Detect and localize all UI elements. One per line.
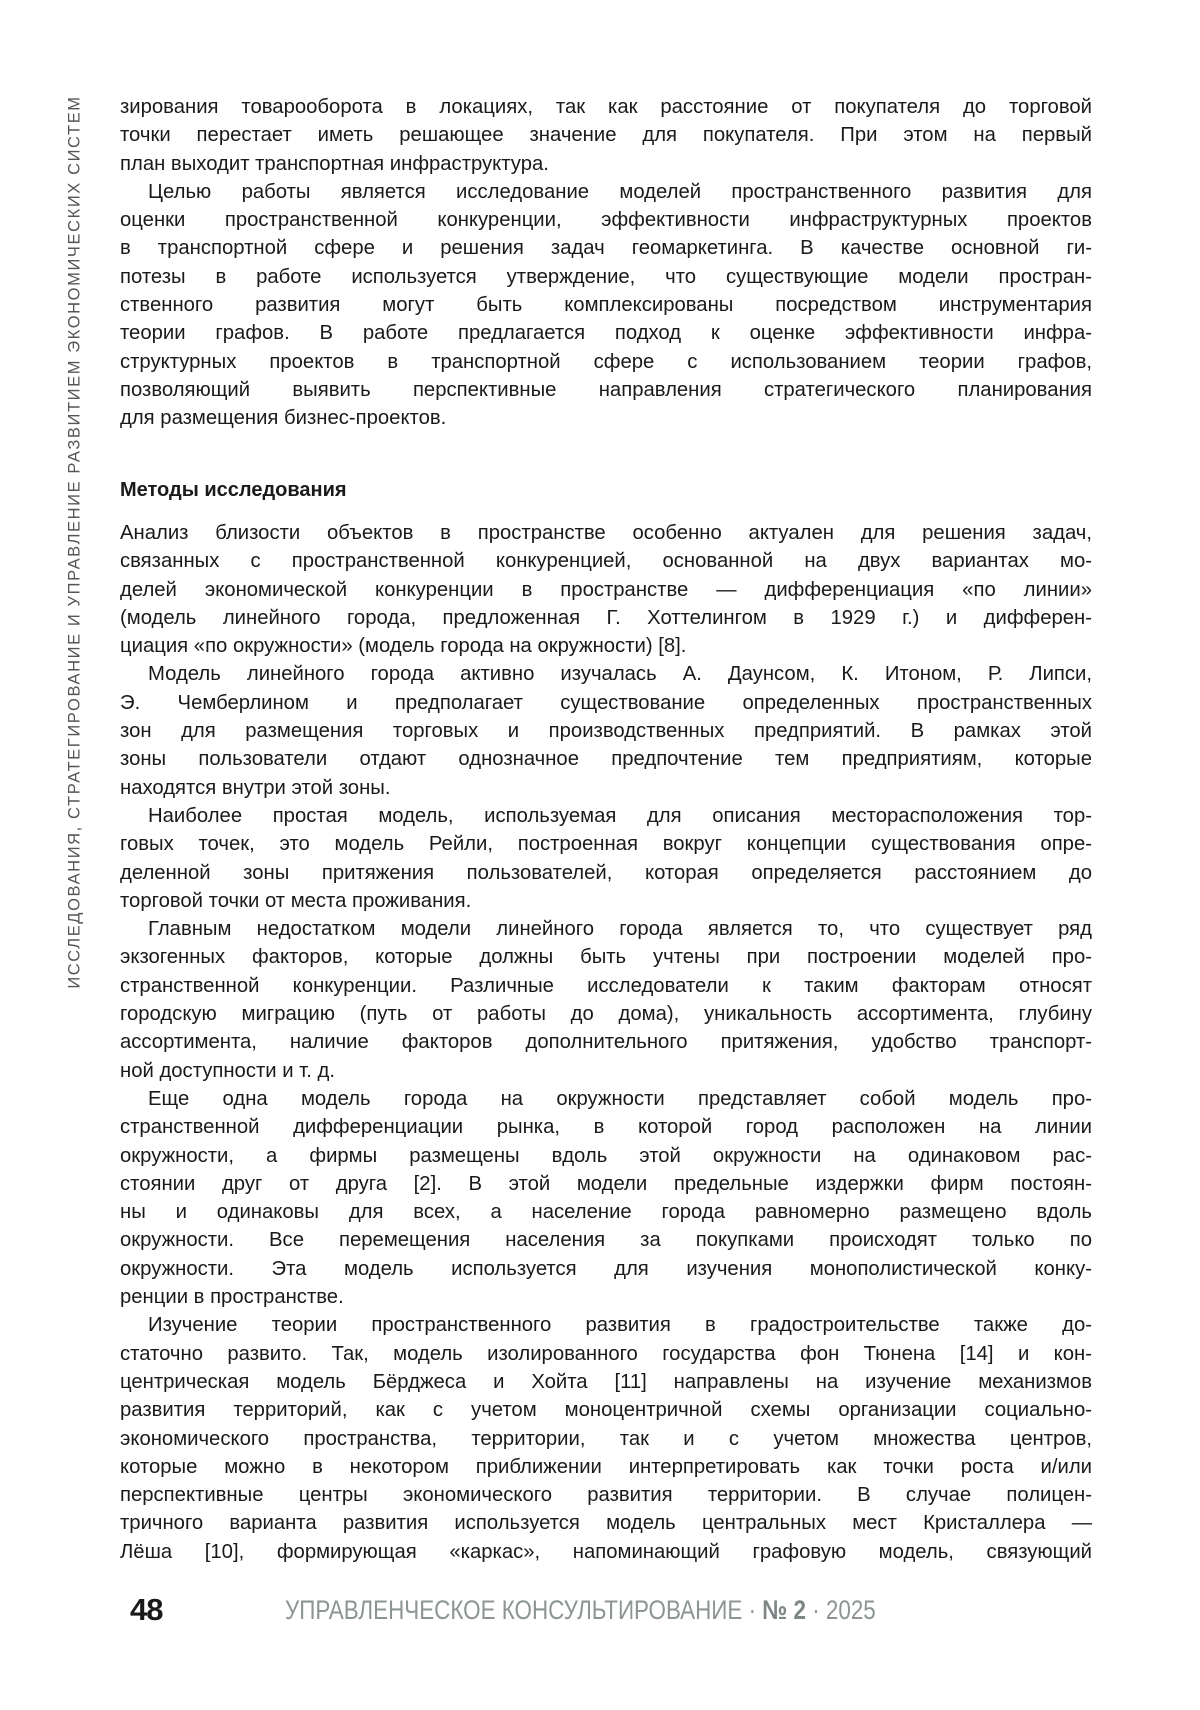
text-line: странственной конкуренции. Различные исследователи к таким факторам относят (120, 972, 1092, 1000)
body-text-methods (120, 519, 1092, 1566)
text-line: связанных с пространственной конкуренцией, основанной на двух вариантах мо- (120, 547, 1092, 575)
text-line: деленной зоны притяжения пользователей, которая определяется расстоянием до (120, 859, 1092, 887)
text-line: (модель линейного города, предложенная Г. Хоттелингом в 1929 г.) и дифферен- (120, 604, 1092, 632)
text-line: Наиболее простая модель, используемая для описания месторасположения тор- (120, 802, 1092, 830)
text-line: для размещения бизнес-проектов. (120, 404, 1092, 432)
text-line: экзогенных факторов, которые должны быть учтены при построении моделей про- (120, 943, 1092, 971)
text-line: зоны пользователи отдают однозначное предпочтение тем предприятиям, которые (120, 745, 1092, 773)
text-line: экономического пространства, территории, так и с учетом множества центров, (120, 1425, 1092, 1453)
text-line: которые можно в некотором приближении интерпретировать как точки роста и/или (120, 1453, 1092, 1481)
section-heading: Методы исследования (120, 476, 347, 504)
text-line: Модель линейного города активно изучалась А. Даунсом, К. Итоном, Р. Липси, (120, 660, 1092, 688)
paragraph (120, 1311, 1092, 1566)
text-line: потезы в работе используется утверждение, что существующие модели простран- (120, 263, 1092, 291)
paragraph (120, 519, 1092, 660)
text-line: Еще одна модель города на окружности представляет собой модель про- (120, 1085, 1092, 1113)
text-line: ной доступности и т. д. (120, 1057, 1092, 1085)
text-line: окружности. Все перемещения населения за покупками происходят только по (120, 1226, 1092, 1254)
text-line: ассортимента, наличие факторов дополнительного притяжения, удобство транспорт- (120, 1028, 1092, 1056)
text-line: Изучение теории пространственного развития в градостроительстве также до- (120, 1311, 1092, 1339)
text-line: циация «по окружности» (модель города на окружности) [8]. (120, 632, 1092, 660)
text-line: ренции в пространстве. (120, 1283, 1092, 1311)
paragraph (120, 93, 1092, 178)
text-line: ственного развития могут быть комплексированы посредством инструментария (120, 291, 1092, 319)
text-line: окружности. Эта модель используется для изучения монополистической конку- (120, 1255, 1092, 1283)
paragraph (120, 1085, 1092, 1311)
text-line: торговой точки от места проживания. (120, 887, 1092, 915)
text-line: находятся внутри этой зоны. (120, 774, 1092, 802)
text-line: развития территорий, как с учетом моноцентричной схемы организации социально- (120, 1396, 1092, 1424)
page-number: 48 (130, 1590, 162, 1630)
text-line: Целью работы является исследование моделей пространственного развития для (120, 178, 1092, 206)
text-line: делей экономической конкуренции в пространстве — дифференциация «по линии» (120, 576, 1092, 604)
footer-separator: · (812, 1595, 819, 1625)
paragraph (120, 178, 1092, 433)
text-line: позволяющий выявить перспективные направления стратегического планирования (120, 376, 1092, 404)
issue-number: № 2 (762, 1595, 806, 1625)
text-line: тричного варианта развития используется модель центральных мест Кристаллера — (120, 1509, 1092, 1537)
text-line: план выходит транспортная инфраструктура. (120, 150, 1092, 178)
year: 2025 (826, 1595, 876, 1625)
text-line: странственной дифференциации рынка, в которой город расположен на линии (120, 1113, 1092, 1141)
text-line: говых точек, это модель Рейли, построенная вокруг концепции существования опре- (120, 830, 1092, 858)
text-line: статочно развито. Так, модель изолированного государства фон Тюнена [14] и кон- (120, 1340, 1092, 1368)
text-line: зон для размещения торговых и производственных предприятий. В рамках этой (120, 717, 1092, 745)
journal-footer (285, 1592, 876, 1628)
text-line: точки перестает иметь решающее значение для покупателя. При этом на первый (120, 121, 1092, 149)
text-line: в транспортной сфере и решения задач геомаркетинга. В качестве основной ги- (120, 234, 1092, 262)
text-line: структурных проектов в транспортной сфере с использованием теории графов, (120, 348, 1092, 376)
text-line: Анализ близости объектов в пространстве особенно актуален для решения задач, (120, 519, 1092, 547)
footer-separator: · (749, 1595, 756, 1625)
text-line: городскую миграцию (путь от работы до дома), уникальность ассортимента, глубину (120, 1000, 1092, 1028)
running-title-text: ИССЛЕДОВАНИЯ, СТРАТЕГИРОВАНИЕ И УПРАВЛЕНИЕ РАЗВИТИЕМ ЭКОНОМИЧЕСКИХ СИСТЕМ (66, 95, 85, 988)
text-line: перспективные центры экономического развития территории. В случае полицен- (120, 1481, 1092, 1509)
journal-title: УПРАВЛЕНЧЕСКОЕ КОНСУЛЬТИРОВАНИЕ (285, 1595, 742, 1625)
text-line: стоянии друг от друга [2]. В этой модели предельные издержки фирм постоян- (120, 1170, 1092, 1198)
paragraph (120, 802, 1092, 915)
body-text-intro (120, 93, 1092, 433)
text-line: Э. Чемберлином и предполагает существование определенных пространственных (120, 689, 1092, 717)
text-line: зирования товарооборота в локациях, так как расстояние от покупателя до торговой (120, 93, 1092, 121)
paragraph (120, 660, 1092, 801)
text-line: Лёша [10], формирующая «каркас», напоминающий графовую модель, связующий (120, 1538, 1092, 1566)
text-line: теории графов. В работе предлагается подход к оценке эффективности инфра- (120, 319, 1092, 347)
text-line: центрическая модель Бёрджеса и Хойта [11] направлены на изучение механизмов (120, 1368, 1092, 1396)
text-line: ны и одинаковы для всех, а население города равномерно размещено вдоль (120, 1198, 1092, 1226)
text-line: Главным недостатком модели линейного города является то, что существует ряд (120, 915, 1092, 943)
paragraph (120, 915, 1092, 1085)
text-line: оценки пространственной конкуренции, эффективности инфраструктурных проектов (120, 206, 1092, 234)
text-line: окружности, а фирмы размещены вдоль этой окружности на одинаковом рас- (120, 1142, 1092, 1170)
